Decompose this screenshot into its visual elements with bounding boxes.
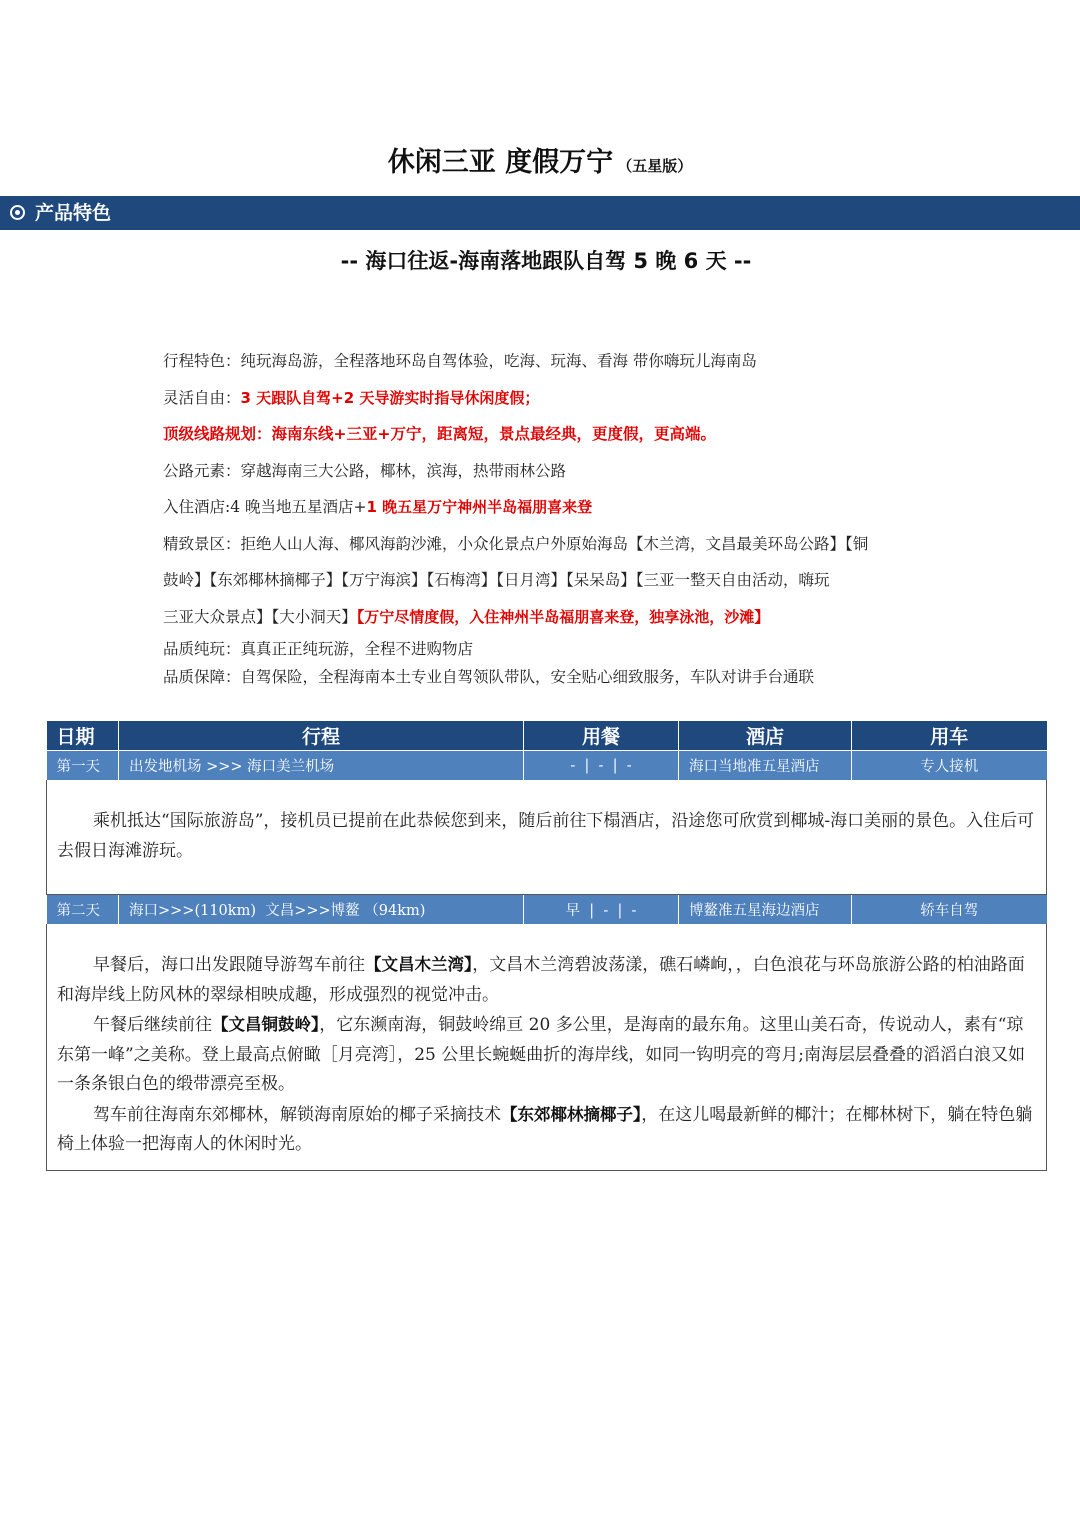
day-route: 海口>>>(110km) 文昌>>>博鳌 （94km)	[119, 895, 524, 925]
section-bar	[0, 196, 1080, 230]
day-row	[47, 751, 1047, 781]
feature-line: 精致景区：拒绝人山人海、椰风海韵沙滩，小众化景点户外原始海岛【木兰湾，文昌最美环岛公路】【铜	[163, 534, 869, 553]
day-paragraph: 驾车前往海南东郊椰林，解锁海南原始的椰子采摘技术【东郊椰林摘椰子】，在这儿喝最新鲜的椰汁；在椰林树下，躺在特色躺椅上体验一把海南人的休闲时光。	[57, 1104, 1033, 1154]
header-date: 日期	[47, 721, 119, 751]
feature-line: 灵活自由：3 天跟队自驾+2 天导游实时指导休闲度假；	[163, 388, 540, 407]
feature-line: 入住酒店:4 晚当地五星酒店+1 晚五星万宁神州半岛福朋喜来登	[163, 498, 593, 516]
day-hotel: 海口当地准五星酒店	[679, 751, 852, 781]
header-route: 行程	[119, 721, 524, 751]
header-hotel: 酒店	[679, 721, 852, 751]
day-paragraph: 早餐后，海口出发跟随导游驾车前往【文昌木兰湾】，文昌木兰湾碧波荡漾，礁石嶙峋，，白色浪花与环岛旅游公路的柏油路面和海岸线上防风林的翠绿相映成趣，形成强烈的视觉冲击。	[57, 955, 1025, 1005]
page-title	[0, 140, 1080, 179]
feature-line: 品质保障：自驾保险，全程海南本土专业自驾领队带队，安全贴心细致服务，车队对讲手台通联	[163, 667, 815, 686]
header-car: 用车	[852, 721, 1047, 751]
day-car: 轿车自驾	[852, 895, 1047, 925]
day-description	[47, 780, 1047, 895]
feature-line: 行程特色：纯玩海岛游，全程落地环岛自驾体验，吃海、玩海、看海 带你嗨玩儿海南岛	[163, 352, 757, 370]
route-subtitle: -- 海口往返-海南落地跟队自驾 5 晚 6 天 --	[340, 249, 752, 273]
day-description	[47, 924, 1047, 1170]
feature-line: 三亚大众景点】【大小洞天】【万宁尽情度假，入住神州半岛福朋喜来登，独享泳池，沙滩】	[163, 607, 770, 626]
feature-line: 顶级线路规划：海南东线+三亚+万宁，距离短，景点最经典，更度假，更高端。	[163, 425, 716, 443]
day-hotel: 博鳌准五星海边酒店	[679, 895, 852, 925]
day-meals: 早 | - | -	[524, 895, 679, 925]
day-paragraph: 乘机抵达“国际旅游岛”，接机员已提前在此恭候您到来，随后前往下榻酒店，沿途您可欣赏到椰城-海口美丽的景色。入住后可去假日海滩游玩。	[57, 811, 1035, 861]
day-meals: - | - | -	[524, 751, 679, 781]
day-car: 专人接机	[852, 751, 1047, 781]
circle-bullet-icon	[10, 205, 25, 220]
itinerary-table	[46, 721, 1047, 1171]
title-main: 休闲三亚 度假万宁	[387, 147, 614, 178]
day-date: 第一天	[47, 751, 119, 781]
day-row	[47, 895, 1047, 925]
day-date: 第二天	[47, 895, 119, 925]
features-list	[163, 348, 923, 700]
title-sub: （五星版）	[617, 157, 693, 175]
feature-line: 品质纯玩：真真正正纯玩游，全程不进购物店	[163, 639, 474, 658]
day-route: 出发地机场 >>> 海口美兰机场	[119, 751, 524, 781]
table-header	[47, 721, 1047, 751]
day-paragraph: 午餐后继续前往【文昌铜鼓岭】，它东濒南海，铜鼓岭绵亘 20 多公里，是海南的最东角。这里山美石奇，传说动人，素有“琼东第一峰”之美称。登上最高点俯瞰［月亮湾］，25 公里长蜿蜒曲折的海岸线，如同一钩明亮的弯月;南海层层叠叠的滔滔白浪又如一条条银白色的缎带漂亮至极。	[57, 1015, 1025, 1094]
feature-line: 公路元素：穿越海南三大公路，椰林，滨海，热带雨林公路	[163, 461, 567, 480]
section-label: 产品特色	[35, 202, 112, 224]
feature-line: 鼓岭】【东郊椰林摘椰子】【万宁海滨】【石梅湾】【日月湾】【呆呆岛】【三亚一整天自由活动，嗨玩	[163, 571, 830, 589]
header-meals: 用餐	[524, 721, 679, 751]
